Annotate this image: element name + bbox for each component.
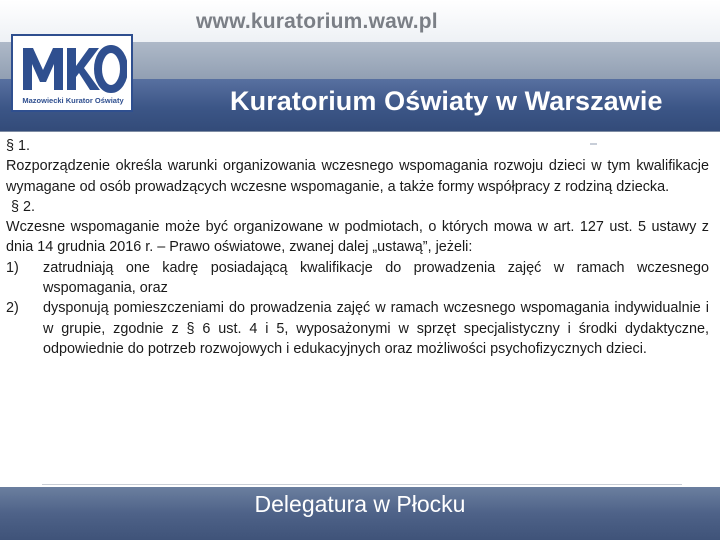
list-item-number: 1) xyxy=(6,259,19,276)
list-item-text: dysponują pomieszczeniami do prowadzenia zajęć w ramach wczesnego wspomagania indywidualnie i w grupie, zgodnie z § 6 ust. 4 i 5, wyposażonymi w sprzęt specjalistyczny i środki dydaktyczne, odpowiednie do potrzeb rozwojowych i edukacyjnych oraz możliwości psychofizycznych dzieci. xyxy=(43,300,709,357)
list-item xyxy=(6,298,709,359)
section-2-text: Wczesne wspomaganie może być organizowane w podmiotach, o których mowa w art. 127 ust. 5 ustawy z dnia 14 grudnia 2016 r. – Prawo oświatowe, zwanej dalej „ustawą”, jeżeli: xyxy=(6,219,709,256)
header-title: Kuratorium Oświaty w Warszawie xyxy=(230,86,663,116)
document-body xyxy=(6,136,709,359)
site-url: www.kuratorium.waw.pl xyxy=(196,10,438,33)
list-item xyxy=(6,258,709,299)
footer-divider xyxy=(42,484,682,485)
section-2-heading: § 2. xyxy=(11,198,36,215)
mko-logo-icon xyxy=(19,42,127,94)
list-item-number: 2) xyxy=(6,300,19,317)
mko-logo xyxy=(11,34,133,112)
section-1-text: Rozporządzenie określa warunki organizowania wczesnego wspomagania rozwoju dzieci w tym kwalifikacje wymagane od osób prowadzących wczesne wspomaganie, a także formy współpracy z rodziną dziecka. xyxy=(6,158,709,195)
section-1-heading: § 1. xyxy=(6,138,31,154)
list-item-text: zatrudniają one kadrę posiadającą kwalifikacje do prowadzenia zajęć w ramach wczesnego wspomagania, oraz xyxy=(43,259,709,297)
logo-caption: Mazowiecki Kurator Oświaty xyxy=(22,96,124,105)
footer-title: Delegatura w Płocku xyxy=(254,491,466,517)
